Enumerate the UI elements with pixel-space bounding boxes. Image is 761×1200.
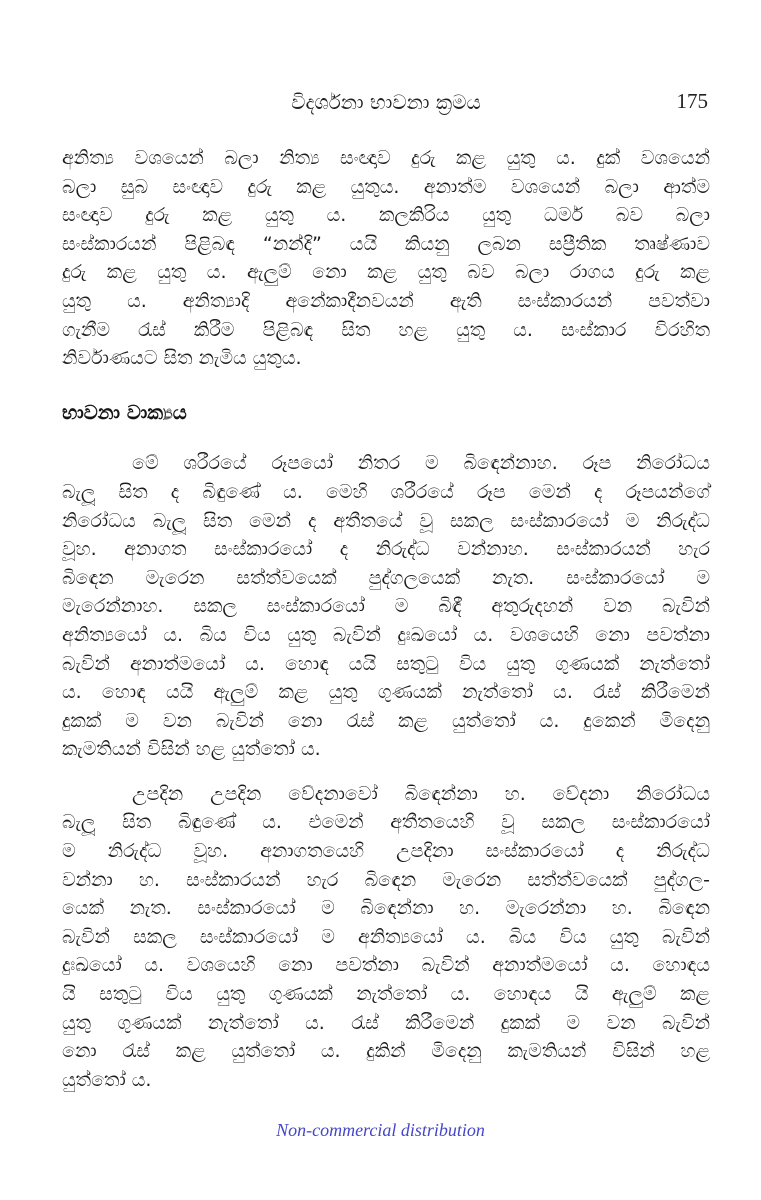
text-line: සංස්කාරයන් පිළිබඳ “නන්දි” යයි කියනු ලබන සප්‍රීතික තෘෂ්ණාව bbox=[62, 232, 710, 255]
text-line: යුතු ය. අනිත්‍යාදි අනේකාදීනවයන් ඇති සංස්කාරයන් පවත්වා bbox=[62, 289, 710, 312]
text-line: මැරෙන්නාහ. සකල සංස්කාරයෝ ම බිඳී අතුරුදහන් වන බැවින් bbox=[62, 595, 710, 618]
text-line: ය. හොඳ යයි ඇලුම් කළ යුතු ගුණයක් නැත්තෝ ය. රැස් කිරීමෙන් bbox=[62, 681, 710, 704]
paragraph bbox=[62, 144, 710, 373]
text-line: වූහ. අනාගත සංස්කාරයෝ ද නිරුද්ධ වන්නාහ. සංස්කාරයන් හැර bbox=[62, 538, 710, 561]
text-line: බිඳෙන මැරෙන සත්ත්වයෙක් පුද්ගලයෙක් නැත. සංස්කාරයෝ ම bbox=[62, 566, 710, 589]
text-line: ම නිරුද්ධ වූහ. අනාගතයෙහි උපදිනා සංස්කාරයෝ ද නිරුද්ධ bbox=[62, 840, 710, 863]
page-number: 175 bbox=[676, 89, 708, 113]
text-line: නිර්වාණයට සිත නැමිය යුතුය. bbox=[62, 347, 302, 370]
footer-note: Non-commercial distribution bbox=[276, 1120, 485, 1140]
paragraph bbox=[62, 449, 710, 764]
text-line: උපදින උපදින වේදනාවෝ බිඳෙන්නා හ. වේදනා නිරෝධය bbox=[132, 782, 710, 805]
text-line: දුඃඛයෝ ය. වශයෙහි නො පවත්නා බැවින් අනාත්මයෝ ය. හොඳය bbox=[62, 954, 710, 977]
text-line: නිරෝධය බැලූ සිත මෙන් ද අතීතයේ වූ සකල සංස්කාරයෝ ම නිරුද්ධ bbox=[62, 509, 710, 532]
text-line: ගැනීම රැස් කිරීම පිළිබඳ සිත හළ යුතු ය. සංස්කාර විරහිත bbox=[62, 318, 710, 341]
text-line: බැවින් සකල සංස්කාරයෝ ම අනිත්‍යයෝ ය. බිය විය යුතු බැවින් bbox=[62, 925, 710, 948]
text-line: මේ ශරීරයේ රූපයෝ නිතර ම බිඳෙන්නාහ. රූප නිරෝධය bbox=[132, 452, 710, 475]
text-line: යුතු ගුණයක් නැත්තෝ ය. රැස් කිරීමෙන් දුකක් ම වන බැවින් bbox=[62, 1011, 710, 1034]
page-body bbox=[62, 144, 710, 1094]
running-title: විදර්ශනා භාවනා ක්‍රමය bbox=[291, 90, 481, 114]
text-line: දුරු කළ යුතු ය. ඇලුම් නො කළ යුතු බව බලා රාගය දුරු කළ bbox=[62, 261, 710, 284]
paragraph bbox=[62, 780, 710, 1095]
text-line: අනිත්‍ය වශයෙන් බලා නිත්‍ය සංඥාව දුරු කළ යුතු ය. දුක් වශයෙන් bbox=[62, 147, 710, 169]
text-line: යෙක් නැත. සංස්කාරයෝ ම බිඳෙන්නා හ. මැරෙන්නා හ. බිඳෙන bbox=[62, 897, 710, 920]
text-line: බැවින් අනාත්මයෝ ය. හොඳ යයි සතුටු විය යුතු ගුණයක් නැත්තෝ bbox=[62, 652, 710, 675]
text-line: බලා සුබ සංඥාව දුරු කළ යුතුය. අනාත්ම වශයෙන් බලා ආත්ම bbox=[62, 175, 710, 198]
text-line: නො රැස් කළ යුත්තෝ ය. දුකින් මිදෙනු කැමතියන් විසින් හළ bbox=[62, 1040, 710, 1063]
section-heading: භාවනා වාක්‍යය bbox=[62, 400, 187, 424]
text-line: අනිත්‍යයෝ ය. බිය විය යුතු බැවින් දුඃඛයෝ ය. වශයෙහි නො පවත්නා bbox=[62, 623, 710, 646]
text-line: යි සතුටු විය යුතු ගුණයක් නැත්තෝ ය. හොඳය යි ඇලුම් කළ bbox=[62, 983, 710, 1006]
text-line: බැලූ සිත ද බිඳුණේ ය. මෙහි ශරීරයේ රූප මෙන් ද රූපයන්ගේ bbox=[62, 480, 710, 503]
text-line: වන්නා හ. සංස්කාරයන් හැර බිඳෙන මැරෙන සත්ත්වයෙක් පුද්ගල- bbox=[62, 868, 710, 891]
text-line: සංඥාව දුරු කළ යුතු ය. කලකිරිය යුතු ධර්ම බව බලා bbox=[62, 204, 710, 227]
text-line: කැමතියන් විසින් හළ යුත්තෝ ය. bbox=[62, 738, 321, 761]
page-header bbox=[62, 90, 710, 120]
text-line: දුකක් ම වන බැවින් නො රැස් කළ යුත්තෝ ය. දුකෙන් මිදෙනු bbox=[62, 709, 710, 732]
text-line: බැලූ සිත බිඳුණේ ය. එමෙන් අතීතයෙහි වූ සකල සංස්කාරයෝ bbox=[62, 811, 710, 834]
text-line: යුත්තෝ ය. bbox=[62, 1068, 152, 1091]
